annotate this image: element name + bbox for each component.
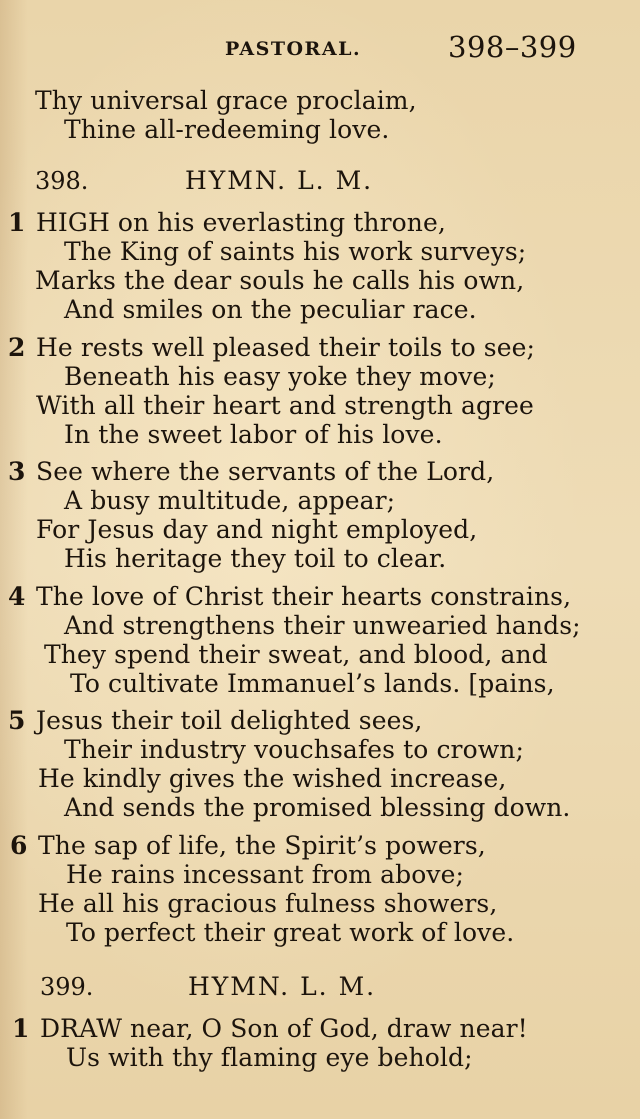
verse-line: Their industry vouchsafes to crown; — [64, 735, 524, 764]
stanza-number: 6 — [10, 831, 28, 860]
verse-line: HIGH on his everlasting throne, — [36, 208, 446, 237]
hymn-title: HYMN. L. M. — [188, 972, 377, 1001]
hymn-title: HYMN. L. M. — [185, 166, 374, 195]
verse-line: A busy multitude, appear; — [64, 486, 396, 515]
verse-line: To cultivate Immanuel’s lands. [pains, — [70, 669, 555, 698]
verse-line: He rains incessant from above; — [66, 860, 465, 889]
verse-line: Beneath his easy yoke they move; — [64, 362, 496, 391]
verse-line: And smiles on the peculiar race. — [64, 295, 477, 324]
hymn-number: 398. — [35, 167, 89, 195]
verse-line: He all his gracious fulness showers, — [38, 889, 498, 918]
verse-line: In the sweet labor of his love. — [64, 420, 443, 449]
stanza-number: 4 — [8, 582, 26, 611]
stanza-number: 1 — [8, 208, 26, 237]
verse-line: They spend their sweat, and blood, and — [44, 640, 548, 669]
verse-line: His heritage they toil to clear. — [64, 544, 447, 573]
verse-line: And sends the promised blessing down. — [64, 793, 571, 822]
verse-line: He kindly gives the wished increase, — [38, 764, 507, 793]
verse-line: With all their heart and strength agree — [36, 391, 534, 420]
hymn-number: 399. — [40, 973, 94, 1001]
verse-line: Marks the dear souls he calls his own, — [35, 266, 525, 295]
verse-line: Jesus their toil delighted sees, — [36, 706, 423, 735]
verse-line: Us with thy flaming eye behold; — [66, 1043, 473, 1072]
carryover-line: Thy universal grace proclaim, — [35, 86, 417, 115]
stanza-number: 2 — [8, 333, 26, 362]
verse-line: For Jesus day and night employed, — [36, 515, 478, 544]
verse-line: He rests well pleased their toils to see; — [36, 333, 536, 362]
stanza-number: 5 — [8, 706, 26, 735]
verse-line: The King of saints his work surveys; — [64, 237, 527, 266]
verse-line: To perfect their great work of love. — [66, 918, 515, 947]
verse-line: The sap of life, the Spirit’s powers, — [38, 831, 486, 860]
stanza-number: 3 — [8, 457, 26, 486]
verse-line: See where the servants of the Lord, — [36, 457, 495, 486]
running-header-page-numbers: 398–399 — [448, 30, 577, 64]
stanza-number: 1 — [12, 1014, 30, 1043]
verse-line: And strengthens their unwearied hands; — [64, 611, 581, 640]
verse-line: DRAW near, O Son of God, draw near! — [40, 1014, 528, 1043]
carryover-line: Thine all-redeeming love. — [64, 115, 390, 144]
running-header-title: PASTORAL. — [225, 38, 362, 60]
verse-line: The love of Christ their hearts constrains, — [36, 582, 572, 611]
